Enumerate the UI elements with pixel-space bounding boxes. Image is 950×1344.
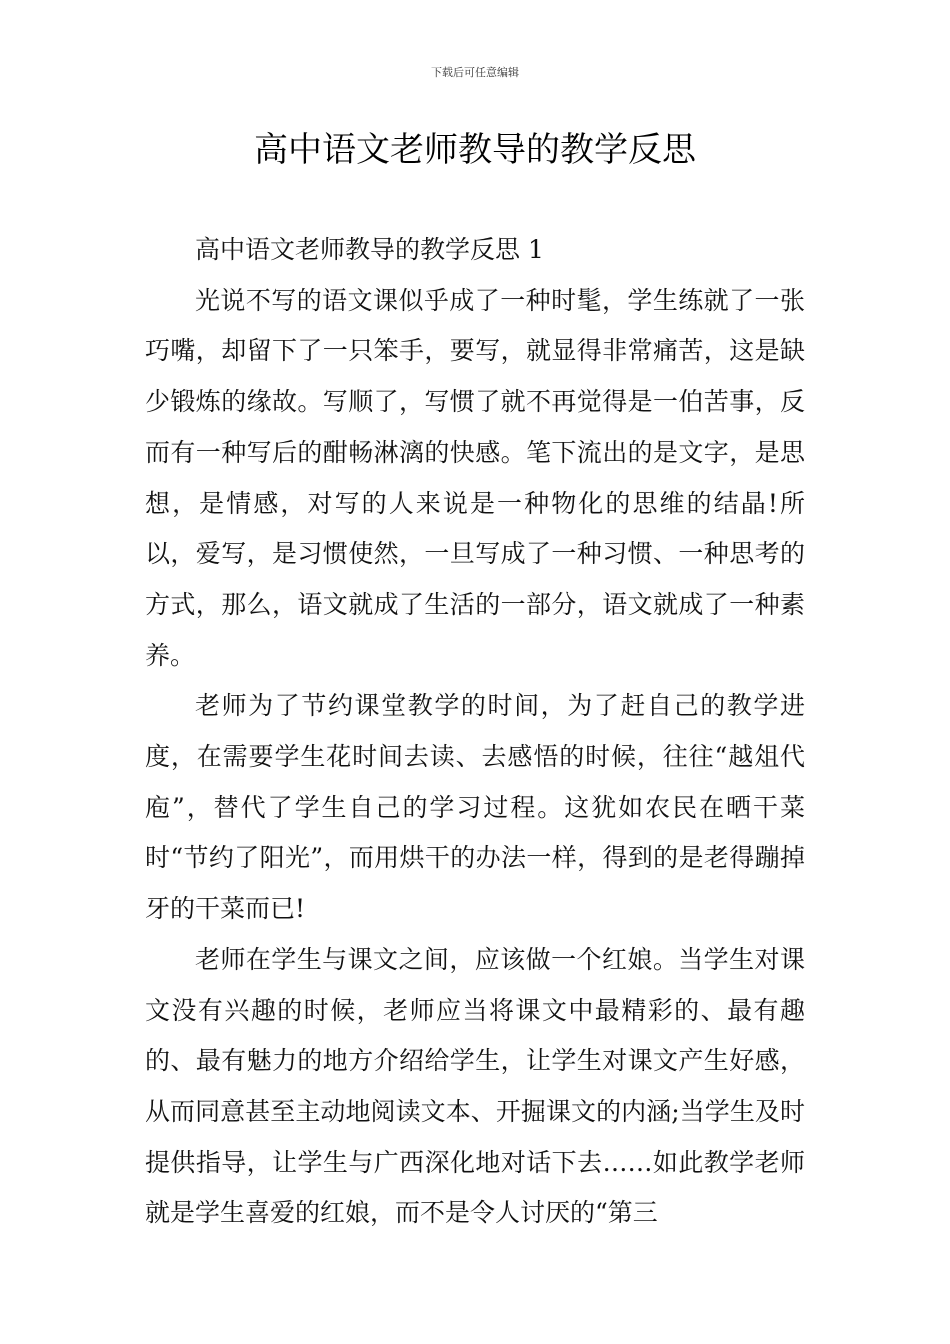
paragraph-1: 光说不写的语文课似乎成了一种时髦，学生练就了一张巧嘴，却留下了一只笨手，要写，就显得非常痛苦，这是缺少锻炼的缘故。写顺了，写惯了就不再觉得是一伯苦事，反而有一种写后的酣畅淋漓的快感。笔下流出的是文字，是思想，是情感，对写的人来说是一种物化的思维的结晶!所以，爱写，是习惯使然，一旦写成了一种习惯、一种思考的方式，那么，语文就成了生活的一部分，语文就成了一种素养。: [145, 285, 805, 670]
paragraph-2: 老师为了节约课堂教学的时间，为了赶自己的教学进度，在需要学生花时间去读、去感悟的时候，往往“越俎代庖”，替代了学生自己的学习过程。这犹如农民在晒干菜时“节约了阳光”，而用烘干的办法一样，得到的是老得蹦掉牙的干菜而已!: [145, 691, 805, 924]
page-header-note: 下载后可任意编辑: [431, 66, 519, 79]
document-body: [145, 225, 805, 1239]
document-title: 高中语文老师教导的教学反思: [254, 130, 696, 170]
section-heading: 高中语文老师教导的教学反思 1: [195, 235, 544, 264]
paragraph-3: 老师在学生与课文之间，应该做一个红娘。当学生对课文没有兴趣的时候，老师应当将课文中最精彩的、最有趣的、最有魅力的地方介绍给学生，让学生对课文产生好感，从而同意甚至主动地阅读文本、开掘课文的内涵;当学生及时提供指导，让学生与广西深化地对话下去……如此教学老师就是学生喜爱的红娘，而不是令人讨厌的“第三: [145, 944, 805, 1228]
